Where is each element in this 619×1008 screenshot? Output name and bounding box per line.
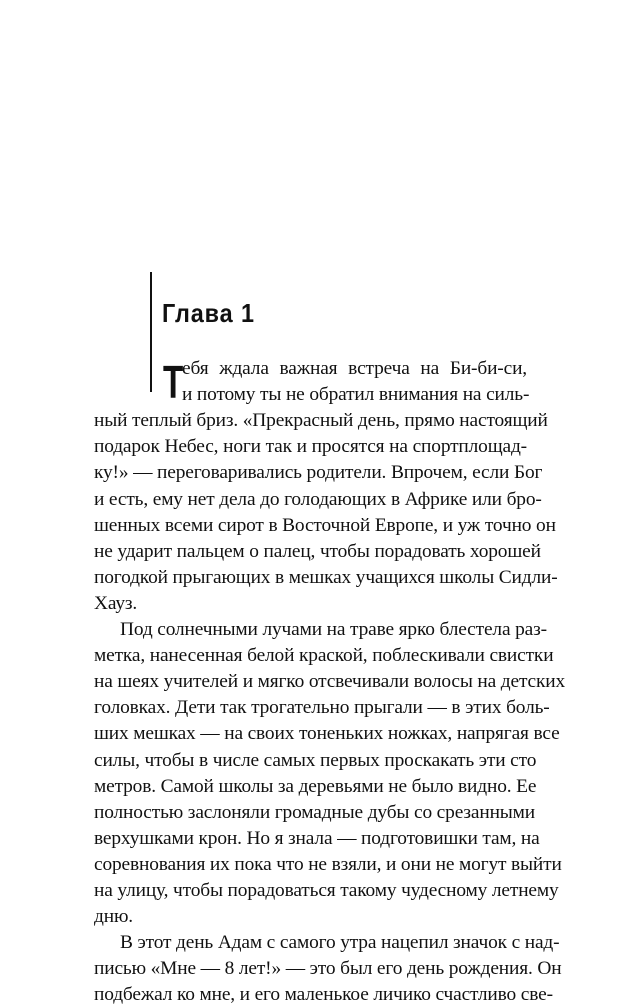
text-line: верхушками крон. Но я знала — подготовишки там, на: [94, 827, 540, 849]
text-line: силы, чтобы в числе самых первых проскакать эти сто: [94, 749, 537, 771]
drop-cap: Т: [163, 356, 184, 408]
text-line: Хауз.: [94, 592, 138, 614]
text-line: на улицу, чтобы порадоваться такому чудесному летнему: [94, 880, 559, 901]
text-line: ебя ждала важная встреча на Би-би-си,: [182, 358, 527, 379]
text-line: и есть, ему нет дела до голодающих в Африке или бро-: [94, 488, 542, 510]
text-line: соревнования их пока что не взяли, и они не могут выйти: [94, 853, 562, 875]
text-line: погодкой прыгающих в мешках учащихся школы Сидли-: [94, 566, 558, 588]
text-line: дню.: [94, 906, 133, 928]
text-line: полностью заслоняли громадные дубы со срезанными: [94, 801, 536, 823]
text-line: Под солнечными лучами на траве ярко блестела раз-: [120, 619, 547, 640]
text-line: ный теплый бриз. «Прекрасный день, прямо настоящий: [94, 410, 548, 432]
text-line: шенных всеми сирот в Восточной Европе, и уж точно он: [94, 514, 556, 536]
text-line: писью «Мне — 8 лет!» — это был его день рождения. Он: [94, 958, 562, 980]
text-line: подбежал ко мне, и его маленькое личико счастливо све-: [94, 984, 553, 1006]
text-line: не ударит пальцем о палец, чтобы порадовать хорошей: [94, 540, 541, 562]
text-line: В этот день Адам с самого утра нацепил значок с над-: [120, 932, 560, 954]
text-line: и потому ты не обратил внимания на силь-: [182, 384, 530, 406]
text-line: головках. Дети так трогательно прыгали — в этих боль-: [94, 697, 550, 719]
text-line: метка, нанесенная белой краской, поблескивали свистки: [94, 645, 554, 667]
chapter-divider-rule: [150, 272, 152, 392]
text-line: ших мешках — на своих тоненьких ножках, напрягая все: [94, 723, 560, 745]
text-line: на шеях учителей и мягко отсвечивали волосы на детских: [94, 671, 566, 693]
text-line: метров. Самой школы за деревьями не было видно. Ее: [94, 775, 537, 797]
chapter-title: Глава 1: [162, 298, 255, 328]
text-line: ку!» — переговаривались родители. Впрочем, если Бог: [94, 462, 543, 484]
text-line: подарок Небес, ноги так и просятся на спортплощад-: [94, 436, 527, 458]
